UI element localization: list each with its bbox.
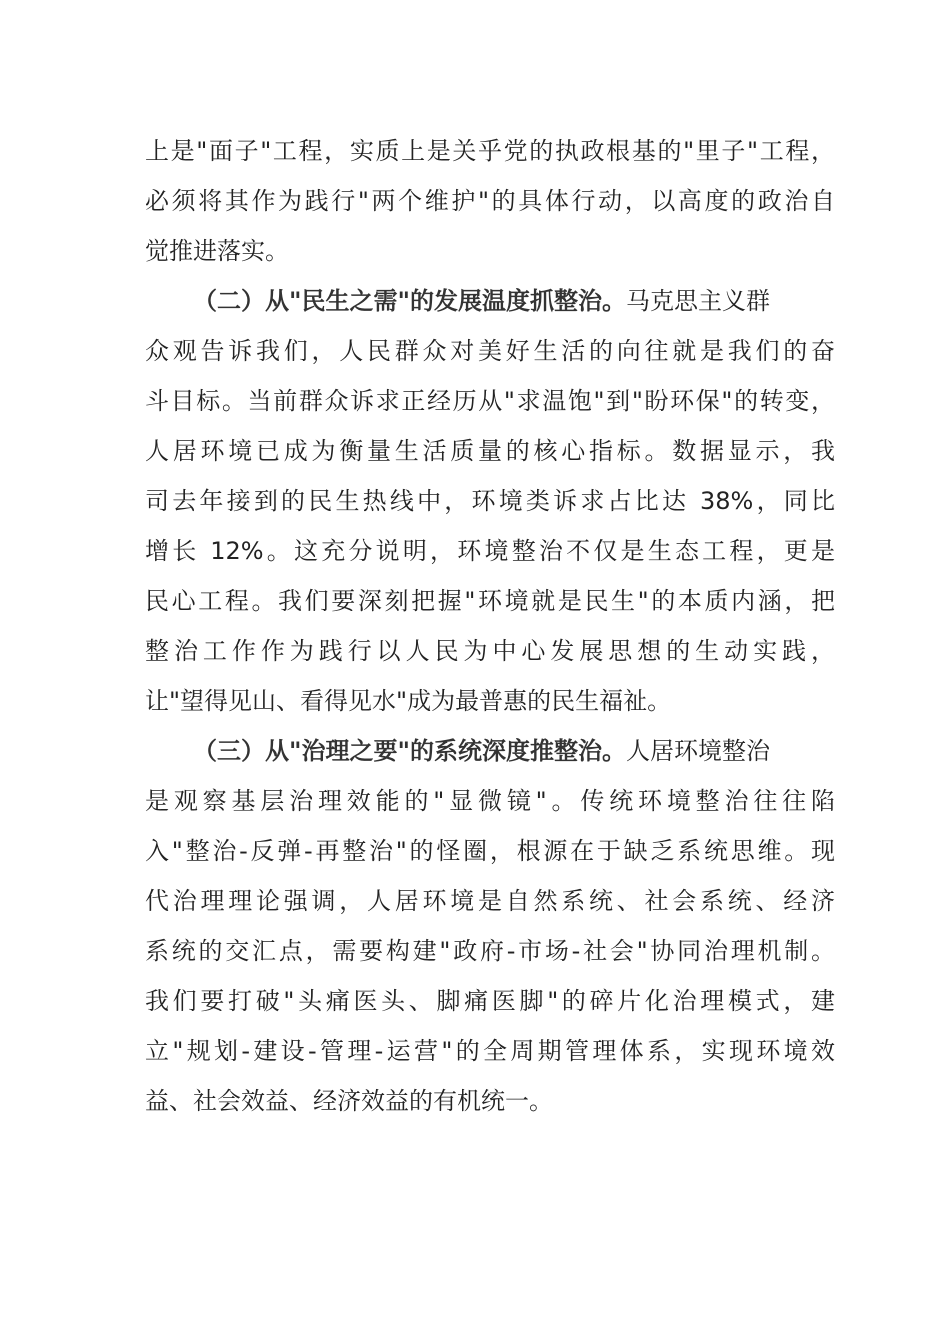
text-line: 众观告诉我们，人民群众对美好生活的向往就是我们的奋 — [145, 337, 835, 365]
section-heading: （三）从"治理之要"的系统深度推整治。 — [193, 737, 627, 765]
text-line: 斗目标。当前群众诉求正经历从"求温饱"到"盼环保"的转变， — [145, 387, 835, 415]
section-heading: （二）从"民生之需"的发展温度抓整治。 — [193, 287, 627, 315]
text-line: 入"整治-反弹-再整治"的怪圈，根源在于缺乏系统思维。现 — [145, 837, 835, 865]
paragraph-2 — [145, 276, 835, 726]
text-line: 系统的交汇点，需要构建"政府-市场-社会"协同治理机制。 — [145, 937, 835, 965]
paragraph-first-line — [145, 726, 835, 776]
paragraph-first-line — [145, 276, 835, 326]
document-body — [145, 126, 835, 1126]
text-line: 代治理理论强调，人居环境是自然系统、社会系统、经济 — [145, 887, 835, 915]
paragraph-text: 人居环境整治 — [626, 737, 771, 765]
text-line: 民心工程。我们要深刻把握"环境就是民生"的本质内涵，把 — [145, 587, 835, 615]
text-line: 是观察基层治理效能的"显微镜"。传统环境整治往往陷 — [145, 787, 835, 815]
text-line: 整治工作作为践行以人民为中心发展思想的生动实践， — [145, 637, 835, 665]
text-line: 上是"面子"工程，实质上是关乎党的执政根基的"里子"工程， — [145, 137, 835, 165]
paragraph-3 — [145, 726, 835, 1126]
text-line: 益、社会效益、经济效益的有机统一。 — [145, 1087, 553, 1115]
paragraph-1 — [145, 126, 835, 276]
text-line: 增长 12%。这充分说明，环境整治不仅是生态工程，更是 — [145, 537, 835, 565]
text-line: 司去年接到的民生热线中，环境类诉求占比达 38%，同比 — [145, 487, 835, 515]
paragraph-text: 马克思主义群 — [626, 287, 771, 315]
text-line: 我们要打破"头痛医头、脚痛医脚"的碎片化治理模式，建 — [145, 987, 835, 1015]
text-line: 人居环境已成为衡量生活质量的核心指标。数据显示，我 — [145, 437, 835, 465]
text-line: 觉推进落实。 — [145, 237, 289, 265]
text-line: 立"规划-建设-管理-运营"的全周期管理体系，实现环境效 — [145, 1037, 835, 1065]
text-line: 让"望得见山、看得见水"成为最普惠的民生福祉。 — [145, 687, 672, 715]
text-line: 必须将其作为践行"两个维护"的具体行动，以高度的政治自 — [145, 187, 835, 215]
